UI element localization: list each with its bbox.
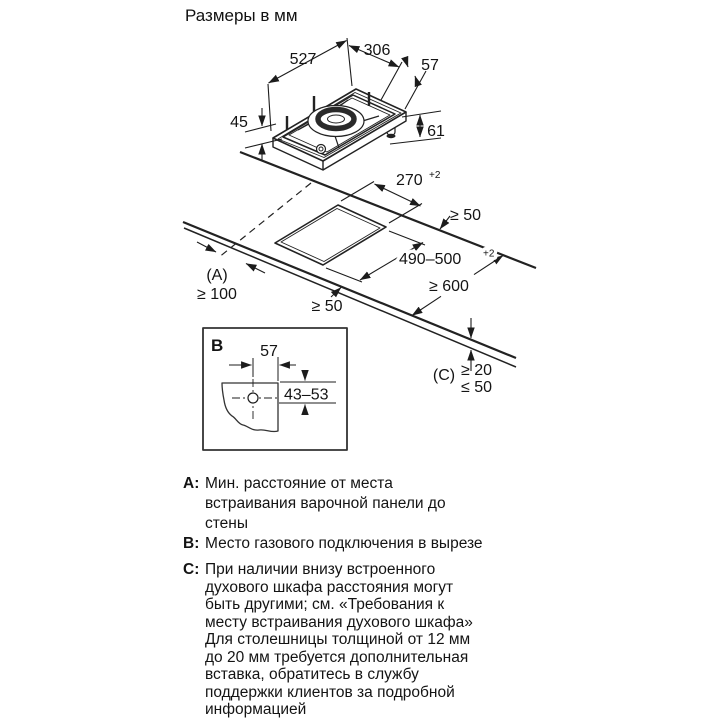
dim-gap-max-label: ≤ 50 (461, 379, 493, 396)
legend-item-b (183, 534, 553, 554)
legend-text: быть другими; см. «Требования к (205, 596, 445, 613)
legend-text: стены (205, 515, 248, 532)
hob-isometric-drawing (273, 89, 406, 170)
dim-hob-front-height-label: 45 (230, 114, 248, 131)
legend-text: вставка, обратитесь в службу (205, 666, 419, 683)
page-title: Размеры в мм (185, 6, 298, 25)
legend-label-b: B: (183, 535, 200, 552)
dim-clearance-back-label: ≥ 50 (450, 207, 482, 224)
label-c: (C) (432, 367, 456, 384)
dim-gap-min-label: ≥ 20 (461, 362, 493, 379)
legend-text: Мин. расстояние от места (205, 475, 393, 492)
dim-hob-below-height-label: 61 (427, 123, 445, 140)
igniter-knob (317, 145, 326, 154)
dim-cutout-depth-tol: +2 (483, 248, 495, 260)
dim-hob-top-width-label: 306 (363, 42, 391, 59)
legend-label-c: C: (183, 561, 200, 578)
legend-text: месту встраивания духового шкафа» (205, 613, 473, 631)
detail-b-label: B (211, 336, 224, 355)
label-a: (A) (206, 267, 228, 284)
legend-text: встраивания варочной панели до (205, 495, 446, 512)
legend-item-c (183, 561, 553, 719)
dim-clearance-front-label: ≥ 50 (311, 298, 343, 315)
dim-hole-range-label: 43–53 (284, 386, 329, 404)
legend-text: При наличии внизу встроенного (205, 561, 436, 578)
dim-hob-length-label: 527 (289, 51, 317, 68)
legend-text: Место газового подключения в вырезе (205, 535, 483, 552)
dim-worktop-depth-label: ≥ 600 (429, 278, 469, 295)
dim-cutout-depth-label: 490–500 (399, 251, 462, 268)
dim-cutout-width-label: 270 (396, 172, 423, 189)
detail-b-box (203, 328, 347, 450)
burner (308, 106, 364, 137)
legend-text: поддержки клиентов за подробной (205, 683, 455, 701)
cutout-outline (275, 205, 386, 265)
legend-text: информацией (205, 701, 307, 718)
dim-hole-offset-label: 57 (260, 343, 278, 360)
legend-item-a (183, 474, 553, 534)
legend (183, 474, 553, 719)
legend-text: до 20 мм требуется дополнительная (205, 648, 469, 666)
dim-hob-edge-offset-label: 57 (421, 57, 439, 74)
legend-text: духового шкафа расстояния могут (205, 578, 454, 596)
dim-wall-clearance-label: ≥ 100 (197, 286, 237, 303)
legend-text: Для столешницы толщиной от 12 мм (205, 631, 471, 648)
legend-label-a: A: (183, 475, 200, 492)
dim-cutout-width-tol: +2 (429, 170, 441, 181)
